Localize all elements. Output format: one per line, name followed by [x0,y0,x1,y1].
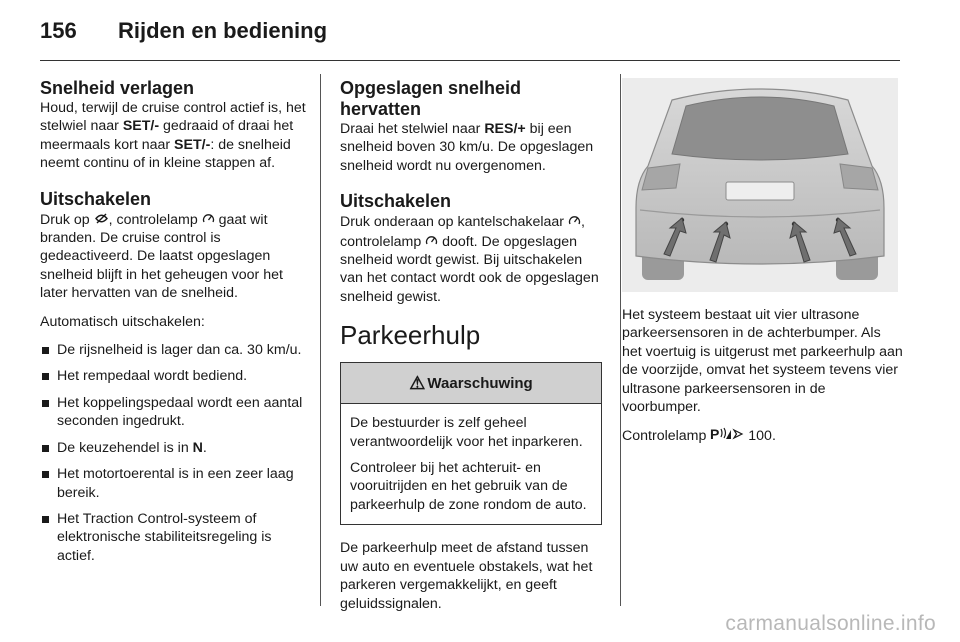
warning-title: Waarschuwing [427,374,533,392]
warning-box [340,362,602,525]
chapter-title: Rijden en bediening [118,18,328,43]
paragraph-snelheid-verlagen: Houd, terwijl de cruise control actief is, het stelwiel naar SET/- gedraaid of draai het meermaals kort naar SET/-: de snelheid neemt continu of in kleine stappen af. [40,100,306,172]
page-header [40,16,900,56]
heading-snelheid-verlagen: Snelheid verlagen [40,78,195,98]
warning-text: De bestuurder is zelf geheel verantwoordelijk voor het inparkeren. [350,415,583,450]
page-number: 156 [40,18,77,43]
column-left [40,78,306,573]
list-automatisch-uitschakelen [40,341,306,565]
paragraph-sensoren: Het systeem bestaat uit vier ultrasone parkeersensoren in de achterbumper. Als het voertuig is uitgerust met parkeerhulp aan de voorzijde, omvat het systeem tevens vier ultrasone parkeersensoren in de voorbumper. [622,307,903,416]
paragraph-parkeerhulp: De parkeerhulp meet de afstand tussen uw auto en eventuele obstakels, wat het parkeren vergemakkelijkt, en geeft geluidssignalen. [340,540,593,612]
list-item: Het rempedaal wordt bediend. [40,367,306,385]
cruise-control-icon [425,233,438,249]
heading-snelheid-hervatten: Opgeslagen snelheid hervatten [340,78,522,119]
paragraph-uitschakelen: Druk op , controlelamp gaat wit branden. De cruise control is gedeactiveerd. De laatst opgeslagen snelheid blijft in het geheugen voor het later hervatten van de snelheid. [40,211,283,302]
parking-assist-icon [710,427,732,443]
reference-arrow-icon [732,428,744,444]
section-heading-parkeerhulp: Parkeerhulp [340,320,481,351]
paragraph-automatisch: Automatisch uitschakelen: [40,313,205,330]
list-item: Het motortoerental is in een zeer laag bereik. [40,465,306,502]
paragraph-snelheid-hervatten: Draai het stelwiel naar RES/+ bij een snelheid boven 30 km/u. De opgeslagen snelheid wordt nu overgenomen. [340,121,594,174]
column-divider [320,74,321,606]
watermark: carmanualsonline.info [725,612,936,635]
car-rear-illustration [622,78,898,292]
cruise-control-icon [202,211,215,227]
car-rear-svg [622,78,898,292]
paragraph-uitschakelen-2: Druk onderaan op kantelschakelaar , controlelamp dooft. De opgeslagen snelheid wordt gewist. Bij uitschakelen van het contact wordt ook de opgeslagen snelheid gewist. [340,214,599,305]
warning-icon: ⚠ [409,372,426,393]
svg-text:P: P [710,426,720,441]
list-item: Het Traction Control-systeem of elektronische stabiliteitsregeling is actief. [40,510,306,565]
paragraph-controlelamp: Controlelamp P 100. [622,426,776,445]
header-rule [40,60,900,61]
list-item: De rijsnelheid is lager dan ca. 30 km/u. [40,341,306,359]
warning-body [341,404,601,524]
column-divider [620,74,621,606]
cruise-control-icon [568,213,581,229]
list-item: Het koppelingspedaal wordt een aantal seconden ingedrukt. [40,394,306,431]
column-middle [340,78,602,623]
column-right [622,78,904,456]
cruise-cancel-icon [94,211,109,227]
warning-header [341,363,601,404]
list-item: De keuzehendel is in N. [40,439,306,457]
heading-uitschakelen-2: Uitschakelen [340,191,452,212]
warning-text: Controleer bij het achteruit- en vooruitrijden en het gebruik van de parkeerhulp de zone rondom de auto. [350,460,587,513]
heading-uitschakelen: Uitschakelen [40,188,152,209]
